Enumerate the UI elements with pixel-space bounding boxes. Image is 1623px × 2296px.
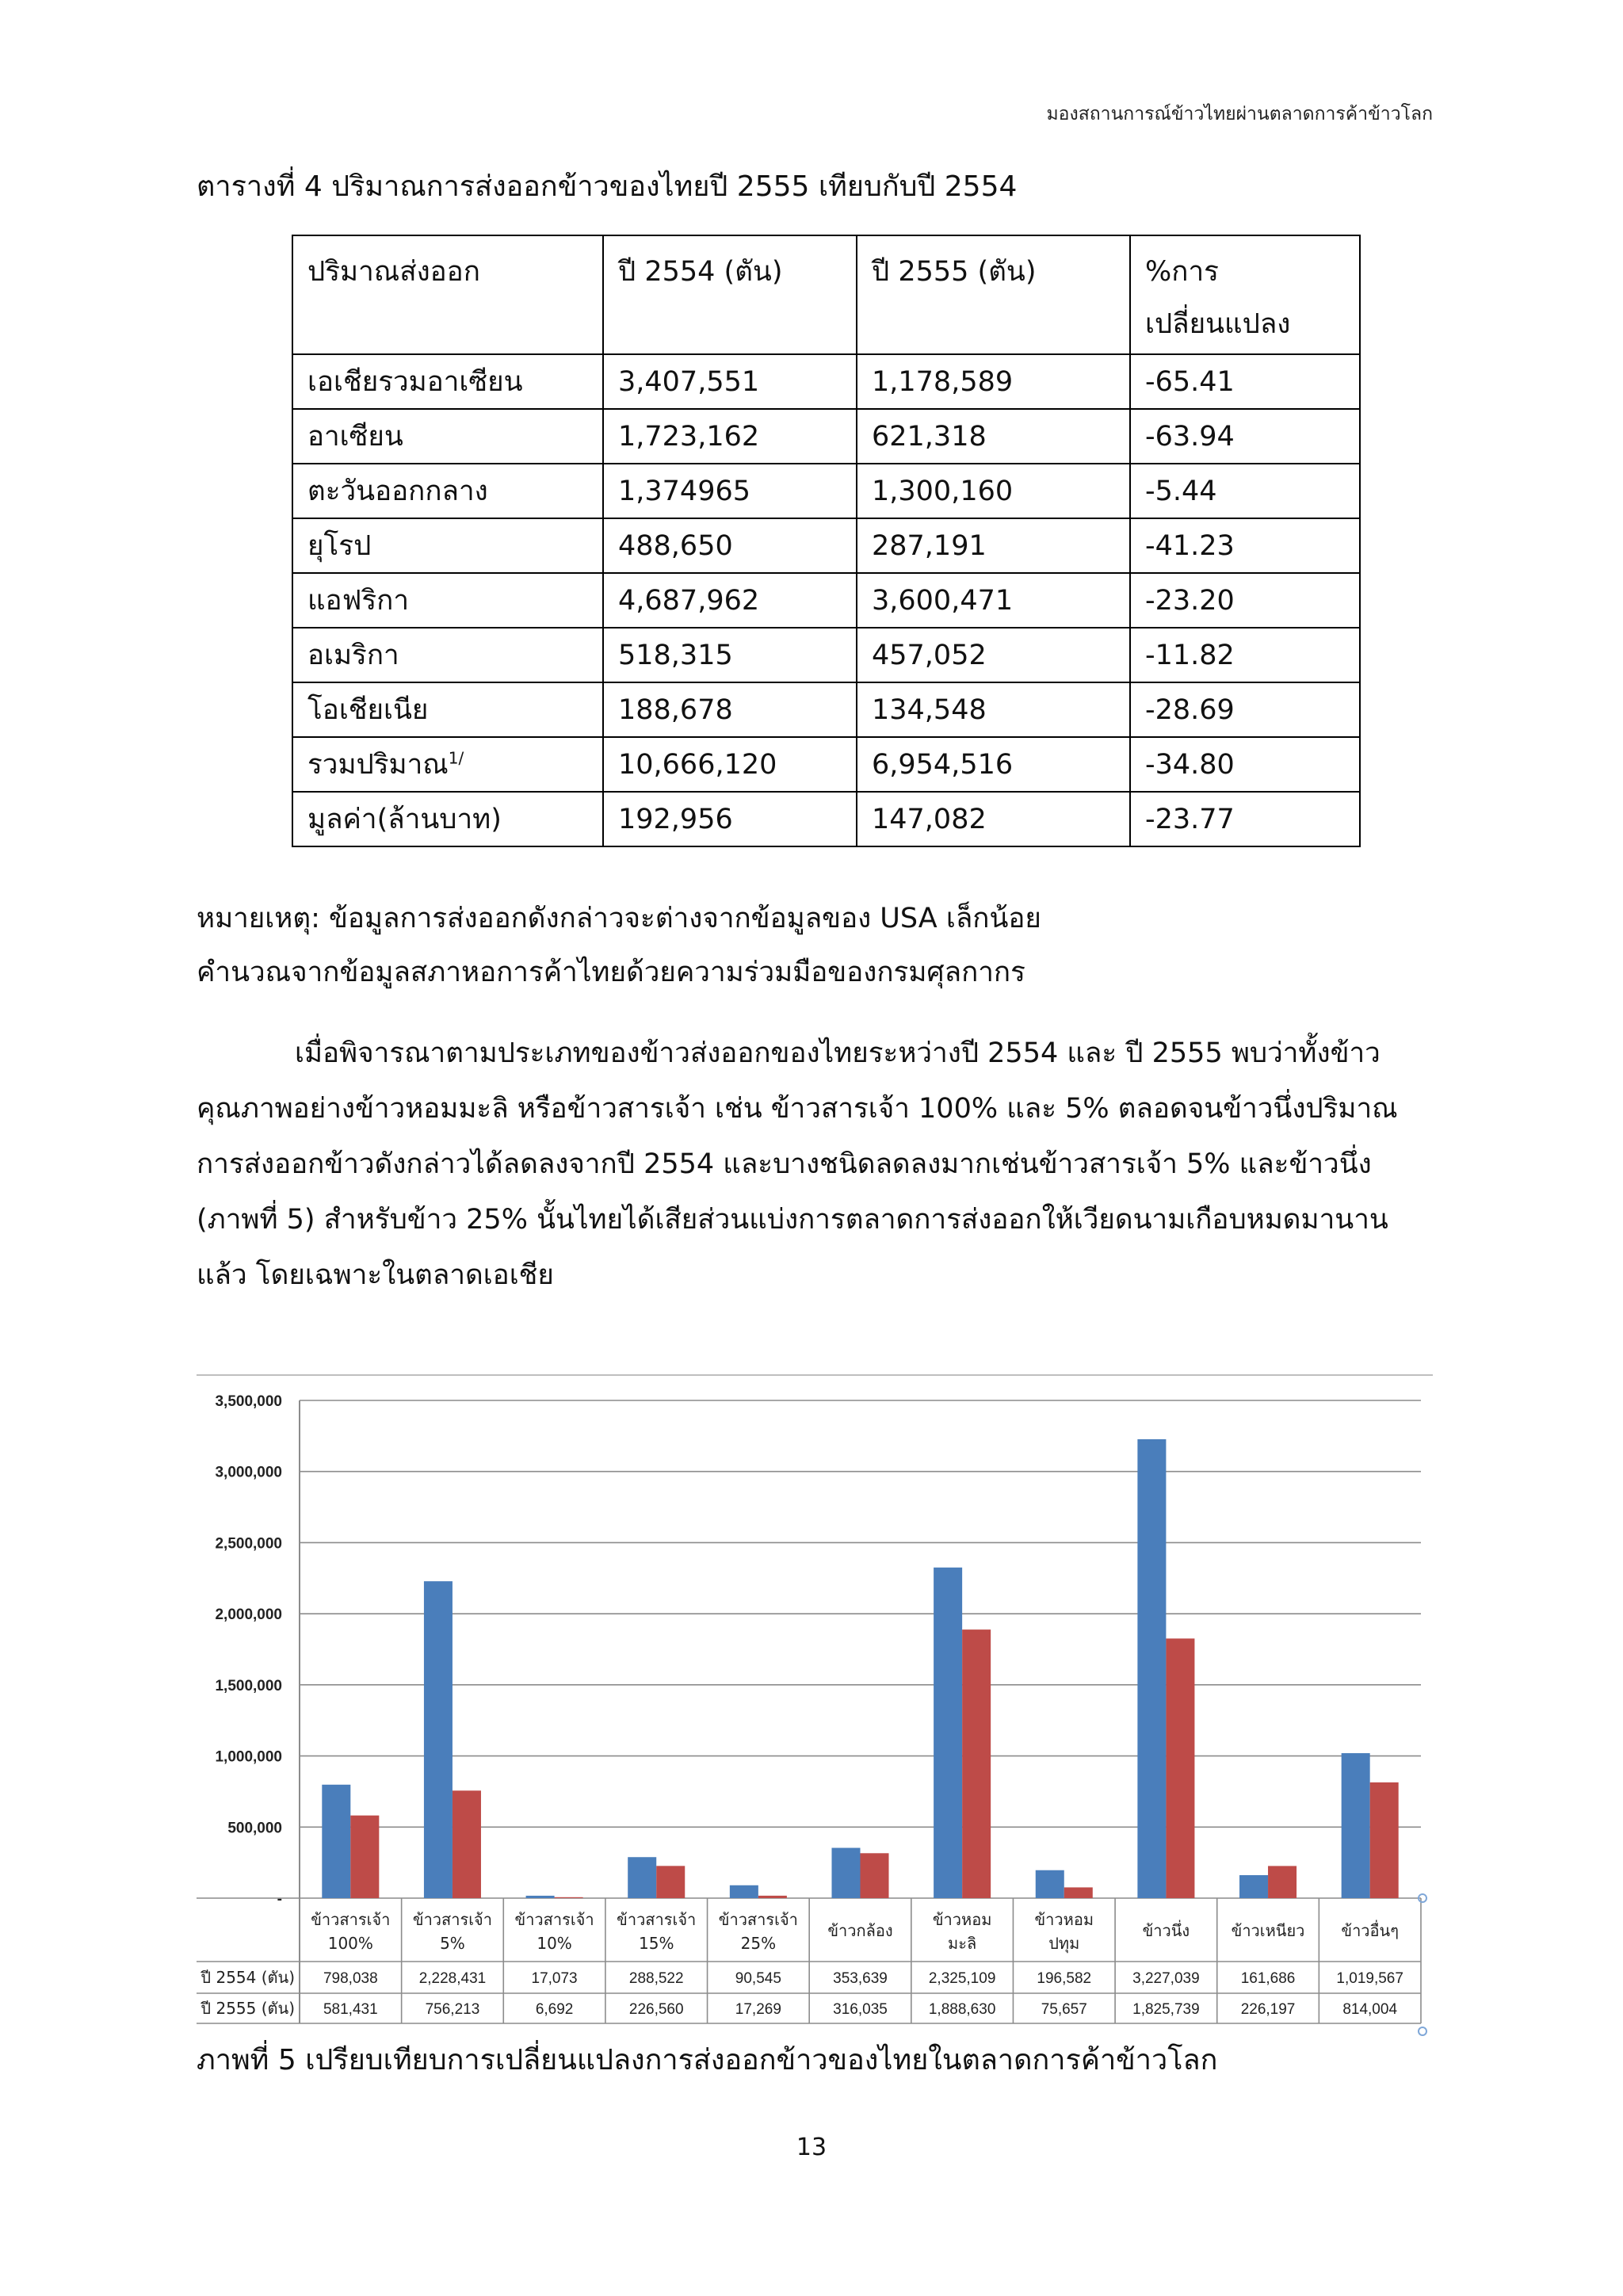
value-2554-cell: 4,687,962 (603, 573, 857, 628)
data-table-value: 1,019,567 (1336, 1970, 1403, 1987)
region-cell: อาเซียน (292, 409, 603, 464)
bar-chart-svg (197, 1375, 1433, 2018)
region-cell: ตะวันออกกลาง (292, 464, 603, 518)
bar-2555 (350, 1816, 379, 1898)
category-label: มะลิ (948, 1934, 977, 1953)
value-2554-cell: 1,374965 (603, 464, 857, 518)
data-table-value: 90,545 (735, 1970, 781, 1987)
data-table-value: 288,522 (628, 1970, 684, 1987)
value-2554-cell: 10,666,120 (603, 737, 857, 792)
data-table-value: 161,686 (1240, 1970, 1296, 1987)
region-cell: มูลค่า(ล้านบาท) (292, 792, 603, 846)
value-2555-cell: 1,178,589 (857, 354, 1130, 409)
data-table-value: 75,657 (1041, 2001, 1087, 2018)
y-tick-label: 3,000,000 (215, 1464, 282, 1481)
category-label: ข้าวนึ่ง (1142, 1921, 1190, 1940)
header-cell-change: %การ เปลี่ยนแปลง (1130, 235, 1360, 354)
category-label: ข้าวกล้อง (827, 1921, 893, 1940)
bar-2555 (1166, 1638, 1194, 1898)
bar-2555 (758, 1896, 787, 1898)
change-cell: -23.20 (1130, 573, 1360, 628)
category-label: 15% (639, 1934, 674, 1953)
data-table-value: 196,582 (1037, 1970, 1092, 1987)
bar-2555 (656, 1866, 685, 1898)
figure-caption: ภาพที่ 5 เปรียบเทียบการเปลี่ยนแปลงการส่งออกข้าวของไทยในตลาดการค้าข้าวโลก (197, 2044, 1218, 2076)
header-cell-2555: ปี 2555 (ตัน) (857, 235, 1130, 354)
y-tick-label: 2,500,000 (215, 1535, 282, 1553)
bar-2554 (322, 1785, 350, 1898)
y-tick-label: 3,500,000 (215, 1393, 282, 1410)
value-2555-cell: 134,548 (857, 682, 1130, 737)
value-2555-cell: 287,191 (857, 518, 1130, 573)
data-table-value: 814,004 (1342, 2001, 1398, 2018)
table-row (292, 354, 1360, 409)
table-note (197, 892, 1041, 999)
change-cell: -23.77 (1130, 792, 1360, 846)
bar-2555 (1268, 1866, 1296, 1898)
change-cell: -65.41 (1130, 354, 1360, 409)
table-row (292, 573, 1360, 628)
bar-2555 (1370, 1782, 1399, 1898)
data-table-value: 2,228,431 (418, 1970, 487, 1987)
data-table-value: 226,197 (1240, 2001, 1296, 2018)
region-cell: แอฟริกา (292, 573, 603, 628)
value-2554-cell: 518,315 (603, 628, 857, 682)
data-table-value: 2,325,109 (928, 1970, 996, 1987)
data-table-value: 3,227,039 (1132, 1970, 1200, 1987)
region-cell: ยุโรป (292, 518, 603, 573)
value-2555-cell: 6,954,516 (857, 737, 1130, 792)
region-cell: รวมปริมาณ$^{1/}$ (292, 737, 603, 792)
table-row (292, 792, 1360, 846)
value-2554-cell: 3,407,551 (603, 354, 857, 409)
table-row (292, 518, 1360, 573)
value-2554-cell: 192,956 (603, 792, 857, 846)
data-table-value: 581,431 (323, 2001, 378, 2018)
table-row (292, 628, 1360, 682)
data-table-value: 17,073 (531, 1970, 578, 1987)
region-cell: โอเชียเนีย (292, 682, 603, 737)
category-label: ข้าวหอม (1034, 1910, 1094, 1929)
data-table-value: 353,639 (833, 1970, 888, 1987)
bar-2554 (1342, 1753, 1370, 1898)
table-header-row (292, 235, 1360, 354)
table-row (292, 682, 1360, 737)
change-cell: -34.80 (1130, 737, 1360, 792)
table-row (292, 464, 1360, 518)
bar-2555 (1064, 1887, 1093, 1898)
bar-2554 (1137, 1439, 1166, 1898)
category-label: 10% (537, 1934, 572, 1953)
change-cell: -41.23 (1130, 518, 1360, 573)
data-table-value: 17,269 (735, 2001, 781, 2018)
header-cell-2554: ปี 2554 (ตัน) (603, 235, 857, 354)
change-cell: -63.94 (1130, 409, 1360, 464)
export-volume-table (292, 235, 1361, 847)
region-cell: อเมริกา (292, 628, 603, 682)
category-label: ข้าวสารเจ้า (718, 1910, 798, 1929)
category-label: ข้าวสารเจ้า (514, 1910, 594, 1929)
category-label: 100% (327, 1934, 373, 1953)
bar-2555 (555, 1897, 583, 1898)
bar-2555 (453, 1790, 481, 1898)
change-cell: -5.44 (1130, 464, 1360, 518)
value-2555-cell: 3,600,471 (857, 573, 1130, 628)
table-row (292, 737, 1360, 792)
value-2555-cell: 621,318 (857, 409, 1130, 464)
value-2554-cell: 188,678 (603, 682, 857, 737)
bar-2554 (526, 1896, 555, 1898)
category-label: 5% (440, 1934, 465, 1953)
data-table-value: 316,035 (833, 2001, 888, 2018)
data-table-value: 6,692 (535, 2001, 574, 2018)
bar-2555 (861, 1853, 889, 1898)
category-label: ข้าวหอม (932, 1910, 992, 1929)
table-caption: ตารางที่ 4 ปริมาณการส่งออกข้าวของไทยปี 2555 เทียบกับปี 2554 (197, 170, 1018, 203)
footnote-marker: 1/ (448, 748, 464, 768)
category-label: ข้าวสารเจ้า (412, 1910, 493, 1929)
value-2554-cell: 488,650 (603, 518, 857, 573)
data-table-value: 798,038 (323, 1970, 378, 1987)
note-line: คำนวณจากข้อมูลสภาหอการค้าไทยด้วยความร่วมมือของกรมศุลกากร (197, 957, 1025, 988)
value-2555-cell: 147,082 (857, 792, 1130, 846)
y-tick-label: 1,000,000 (215, 1748, 282, 1766)
bar-2554 (730, 1885, 758, 1898)
value-2554-cell: 1,723,162 (603, 409, 857, 464)
bar-2554 (934, 1568, 962, 1898)
value-2555-cell: 1,300,160 (857, 464, 1130, 518)
value-2555-cell: 457,052 (857, 628, 1130, 682)
y-tick-label: 1,500,000 (215, 1677, 282, 1694)
selection-handle (1419, 2027, 1426, 2035)
bar-2554 (831, 1848, 860, 1898)
change-cell: -11.82 (1130, 628, 1360, 682)
bar-2554 (628, 1857, 656, 1898)
bar-2555 (962, 1629, 991, 1898)
bar-2554 (1036, 1870, 1064, 1898)
data-table-value: 1,825,739 (1132, 2001, 1200, 2018)
page-number: 13 (796, 2134, 827, 2161)
series-row-label: ปี 2555 (ตัน) (200, 1999, 295, 2018)
category-label: ข้าวสารเจ้า (311, 1910, 391, 1929)
category-label: 25% (740, 1934, 777, 1953)
running-header: มองสถานการณ์ข้าวไทยผ่านตลาดการค้าข้าวโลก (1046, 104, 1433, 124)
rice-export-chart (197, 1375, 1433, 2018)
paragraph-text: เมื่อพิจารณาตามประเภทของข้าวส่งออกของไทยระหว่างปี 2554 และ ปี 2555 พบว่าทั้งข้าวคุณภาพอย่างข้าวหอมมะลิ หรือข้าวสารเจ้า เช่น ข้าวสารเจ้า 100% และ 5% ตลอดจนข้าวนึ่งปริมาณการส่งออกข้าวดังกล่าวได้ลดลงจากปี 2554 และบางชนิดลดลงมากเช่นข้าวสารเจ้า 5% และข้าวนึ่ง (ภาพที่ 5) สำหรับข้าว 25% นั้นไทยได้เสียส่วนแบ่งการตลาดการส่งออกให้เวียดนามเกือบหมดมานานแล้ว โดยเฉพาะในตลาดเอเชีย (197, 1037, 1398, 1291)
table-row (292, 409, 1360, 464)
data-table-value: 226,560 (628, 2001, 684, 2018)
region-cell: เอเชียรวมอาเซียน (292, 354, 603, 409)
body-paragraph (197, 1026, 1433, 1303)
bar-2554 (424, 1581, 453, 1898)
change-cell: -28.69 (1130, 682, 1360, 737)
y-tick-label: 500,000 (227, 1820, 282, 1837)
y-tick-label: - (277, 1891, 282, 1908)
category-label: ปทุม (1048, 1934, 1080, 1953)
category-label: ข้าวอื่นๆ (1341, 1921, 1399, 1940)
data-table-value: 756,213 (425, 2001, 480, 2018)
header-cell-volume: ปริมาณส่งออก (292, 235, 603, 354)
note-line: หมายเหตุ: ข้อมูลการส่งออกดังกล่าวจะต่างจากข้อมูลของ USA เล็กน้อย (197, 903, 1041, 934)
category-label: ข้าวสารเจ้า (617, 1910, 697, 1929)
series-row-label: ปี 2554 (ตัน) (200, 1968, 295, 1987)
data-table-value: 1,888,630 (928, 2001, 996, 2018)
y-tick-label: 2,000,000 (215, 1606, 282, 1624)
category-label: ข้าวเหนียว (1231, 1921, 1305, 1940)
bar-2554 (1239, 1875, 1268, 1898)
